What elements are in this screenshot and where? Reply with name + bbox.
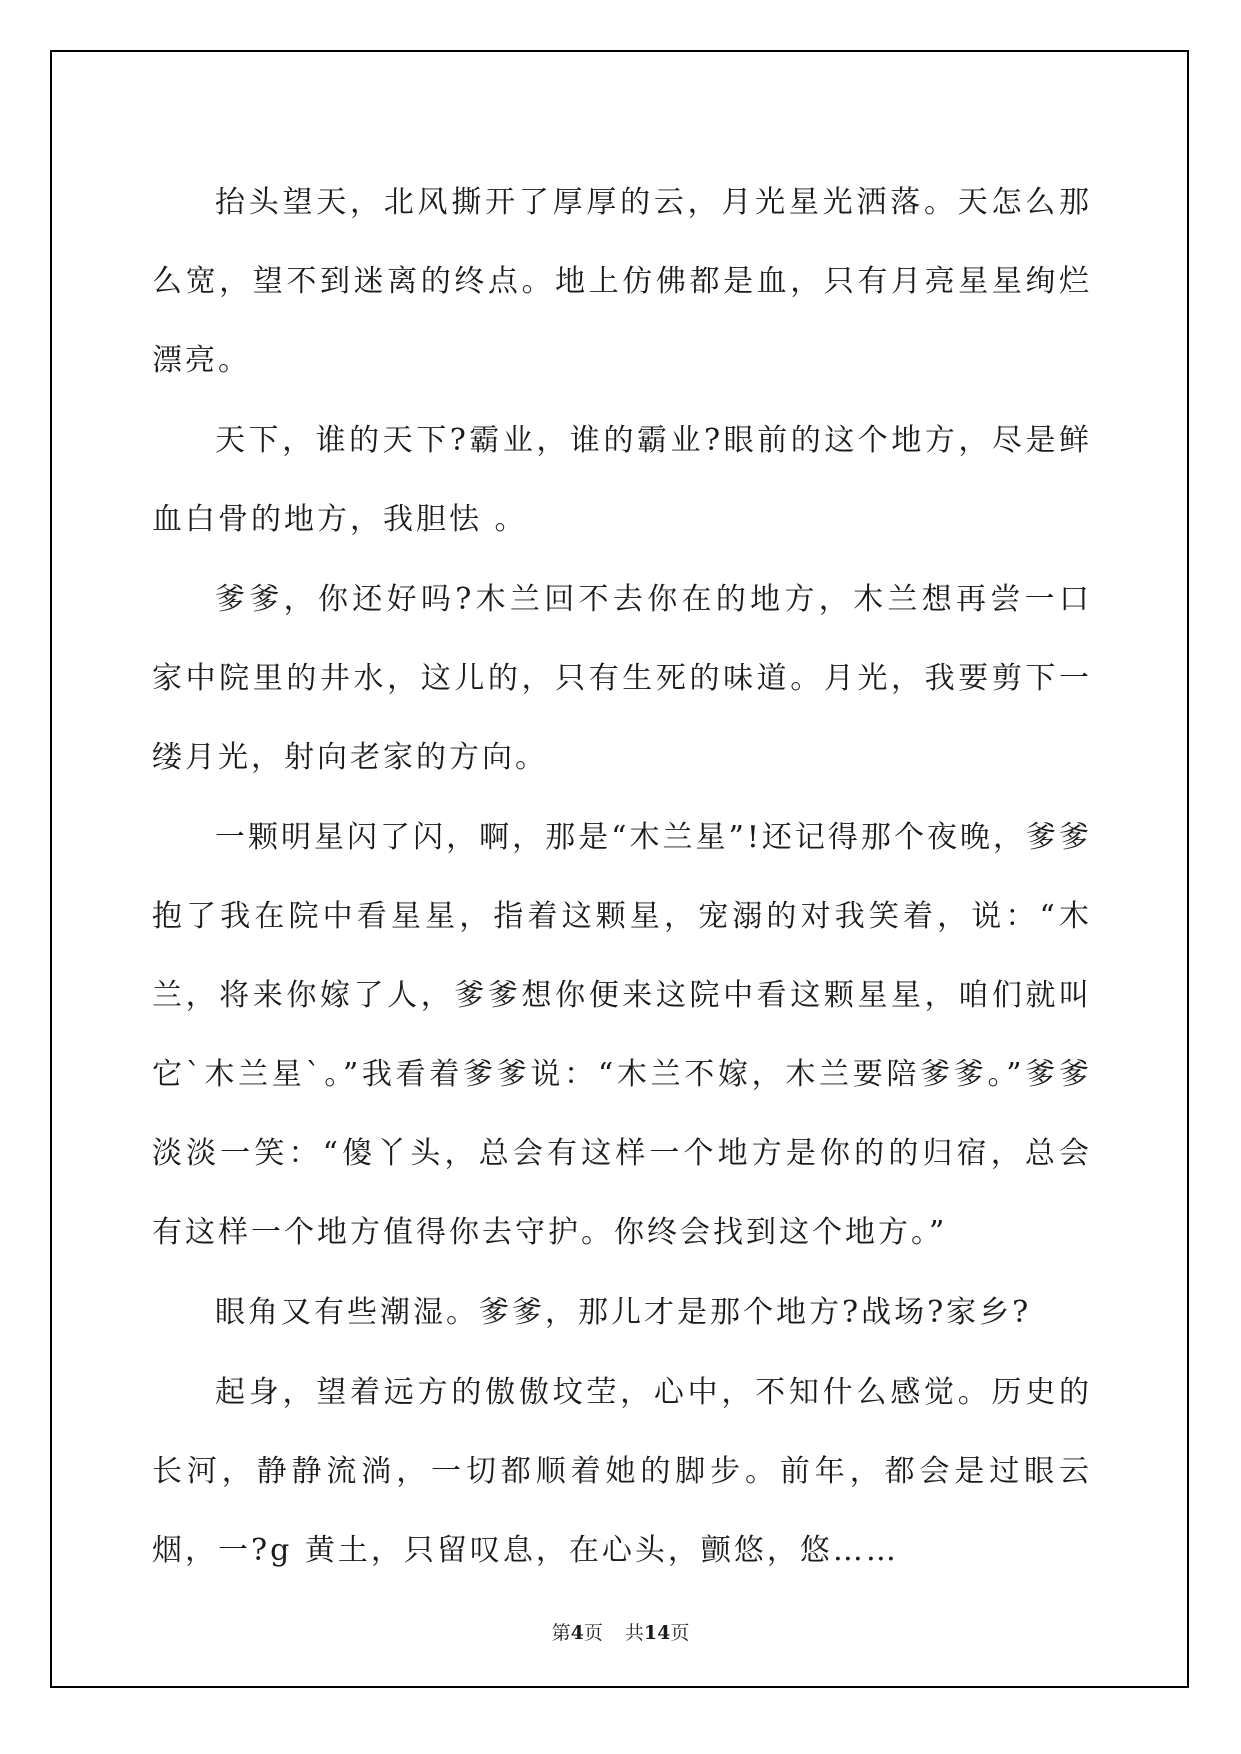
paragraph: 抬头望天，北风撕开了厚厚的云，月光星光洒落。天怎么那么宽，望不到迷离的终点。地上仿佛都是血，只有月亮星星绚烂漂亮。 xyxy=(152,185,1092,378)
footer-page-suffix: 页 xyxy=(583,1622,603,1644)
footer-total-suffix: 页 xyxy=(670,1622,690,1644)
page-footer xyxy=(0,1618,1241,1645)
paragraph: 爹爹，你还好吗?木兰回不去你在的地方，木兰想再尝一口家中院里的井水，这儿的，只有生死的味道。月光，我要剪下一缕月光，射向老家的方向。 xyxy=(152,582,1092,775)
document-body xyxy=(152,163,1092,1591)
footer-total-prefix: 共 xyxy=(624,1622,644,1644)
paragraph: 天下，谁的天下?霸业，谁的霸业?眼前的这个地方，尽是鲜血白骨的地方，我胆怯 。 xyxy=(152,423,1092,537)
footer-prefix: 第 xyxy=(551,1622,571,1644)
paragraph: 眼角又有些潮湿。爹爹，那儿才是那个地方?战场?家乡? xyxy=(215,1295,1032,1330)
paragraph: 一颗明星闪了闪，啊，那是“木兰星”!还记得那个夜晚，爹爹抱了我在院中看星星，指着这颗星，宠溺的对我笑着，说：“木兰，将来你嫁了人，爹爹想你便来这院中看这颗星星，咱们就叫它`木兰星`。”我看着爹爹说：“木兰不嫁，木兰要陪爹爹。”爹爹淡淡一笑：“傻丫头，总会有这样一个地方是你的的归宿，总会有这样一个地方值得你去守护。你终会找到这个地方。” xyxy=(152,820,1092,1250)
current-page-number: 4 xyxy=(570,1622,584,1644)
paragraph: 起身，望着远方的傲傲坟茔，心中，不知什么感觉。历史的长河，静静流淌，一切都顺着她的脚步。前年，都会是过眼云烟，一?g 黄土，只留叹息，在心头，颤悠，悠…… xyxy=(152,1375,1092,1568)
total-pages-number: 14 xyxy=(643,1622,671,1644)
